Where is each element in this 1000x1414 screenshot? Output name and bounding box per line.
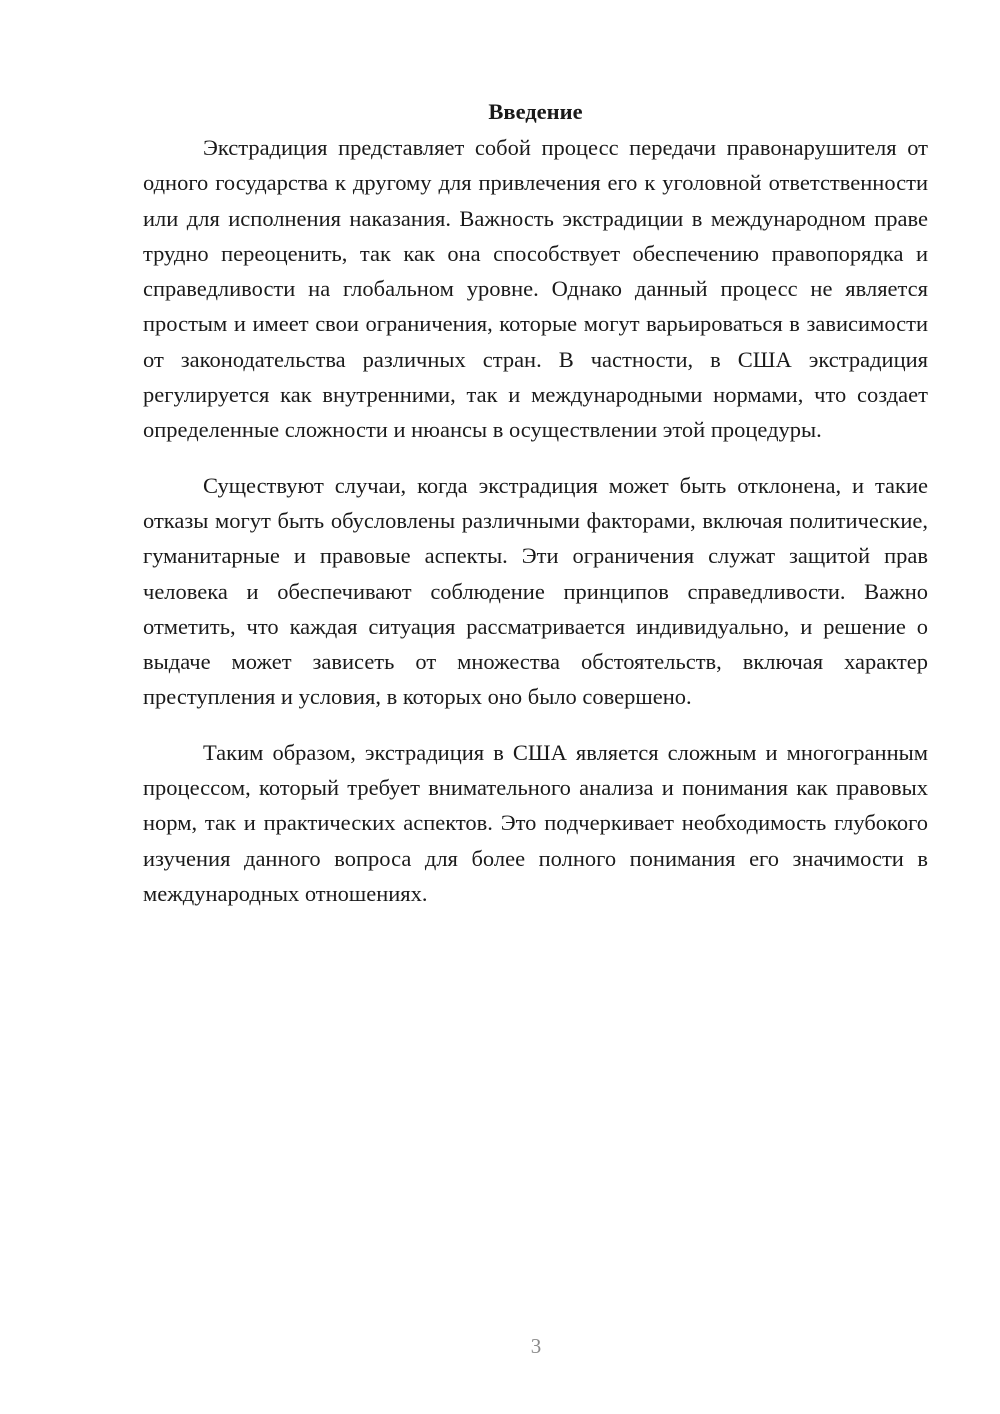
paragraph-1: Экстрадиция представляет собой процесс передачи правонарушителя от одного государства к другому для привлечения его к уголовной ответственности или для исполнения наказания. Важность экстрадиции в международном праве трудно переоценить, так как она способствует обеспечению правопорядка и справедливости на глобальном уровне. Однако данный процесс не является простым и имеет свои ограничения, которые могут варьироваться в зависимости от законодательства различных стран. В частности, в США экстрадиция регулируется как внутренними, так и международными нормами, что создает определенные сложности и нюансы в осуществлении этой процедуры.: [143, 135, 928, 443]
document-body: [143, 96, 928, 931]
paragraph-2: Существуют случаи, когда экстрадиция может быть отклонена, и такие отказы могут быть обусловлены различными факторами, включая политические, гуманитарные и правовые аспекты. Эти ограничения служат защитой прав человека и обеспечивают соблюдение принципов справедливости. Важно отметить, что каждая ситуация рассматривается индивидуально, и решение о выдаче может зависеть от множества обстоятельств, включая характер преступления и условия, в которых оно было совершено.: [143, 472, 928, 710]
paragraph-3: Таким образом, экстрадиция в США является сложным и многогранным процессом, который требует внимательного анализа и понимания как правовых норм, так и практических аспектов. Это подчеркивает необходимость глубокого изучения данного вопроса для более полного понимания его значимости в международных отношениях.: [143, 739, 928, 906]
page-number: 3: [530, 1334, 542, 1358]
section-title: Введение: [488, 99, 583, 124]
